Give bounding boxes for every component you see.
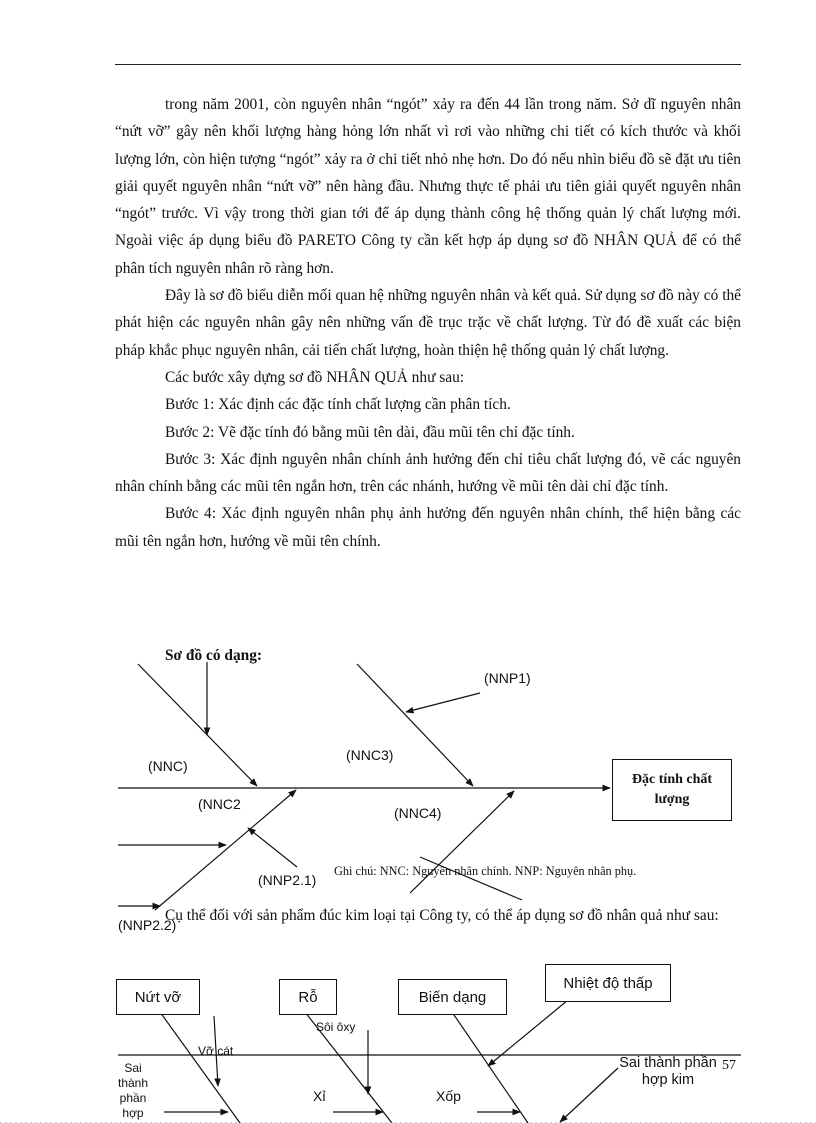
- label-sai-thanh-phan-hop: Sai thành phần hợp: [117, 1061, 149, 1120]
- label-nnc3: (NNC3): [346, 747, 394, 763]
- label-nnp21: (NNP2.1): [258, 872, 317, 888]
- paragraph-intro-diagram2: [115, 905, 741, 927]
- label-nnp1: (NNP1): [484, 670, 531, 686]
- label-soi-oxy: Sôi ôxy: [316, 1020, 356, 1034]
- paragraph: Bước 4: Xác định nguyên nhân phụ ảnh hưởng đến nguyên nhân chính, thể hiện bằng các mũi tên ngắn hơn, hướng về mũi tên chính.: [115, 505, 741, 550]
- cause-box-bien-dang: [398, 979, 507, 1015]
- paragraph: Bước 3: Xác định nguyên nhân chính ảnh hưởng đến chỉ tiêu chất lượng đó, vẽ các nguyên nhân chính bằng các mũi tên ngắn hơn, trên các nhánh, hướng về mũi tên dài chỉ đặc tính.: [115, 450, 741, 496]
- paragraph: Cụ thể đối với sản phẩm đúc kim loại tại Công ty, có thể áp dụng sơ đồ nhân quả như sau:: [165, 907, 719, 924]
- label-vo-cat: Vỡ cát: [198, 1044, 234, 1058]
- sub-cause-arrow: [560, 1068, 618, 1122]
- diagram-note: Ghi chú: NNC: Nguyên nhân chính. NNP: Nguyên nhân phụ.: [334, 864, 637, 878]
- paragraph: Các bước xây dựng sơ đồ NHÂN QUẢ như sau:: [165, 368, 465, 386]
- cause-line: [452, 1012, 528, 1123]
- sub-cause-arrow: [406, 693, 480, 712]
- cause-box-nut-vo: [116, 979, 200, 1015]
- label-nnc4: (NNC4): [394, 805, 442, 821]
- cause-box-label: Nhiệt độ thấp: [563, 974, 653, 992]
- paragraph: Đây là sơ đồ biểu diễn mối quan hệ những nguyên nhân và kết quả. Sử dụng sơ đồ này có thể phát hiện các nguyên nhân gây nên những vấn đề trục trặc về chất lượng. Từ đó đề xuất các biện pháp khắc phục nguyên nhân, cải tiến chất lượng, hoàn thiện hệ thống quản lý chất lượng.: [115, 287, 741, 359]
- paragraph: Bước 2: Vẽ đặc tính đó bằng mũi tên dài, đầu mũi tên chỉ đặc tính.: [165, 423, 575, 441]
- cause-line: [160, 1012, 240, 1123]
- page-number: 57: [722, 1058, 736, 1073]
- sub-cause-arrow: [248, 828, 297, 867]
- cause-box-nhiet-do-thap: [545, 964, 671, 1002]
- label-sai-thanh-phan-hop-kim: Sai thành phần hợp kim: [619, 1055, 717, 1088]
- label-nnc: (NNC): [148, 758, 188, 774]
- label-xop: Xốp: [436, 1088, 461, 1104]
- cause-box-label: Rỗ: [298, 988, 318, 1006]
- cause-box-label: Biến dạng: [418, 988, 487, 1006]
- cause-box-label: Nứt vỡ: [134, 988, 182, 1006]
- main-cause-arrow: [357, 664, 473, 786]
- diagram-heading: Sơ đồ có dạng:: [165, 647, 263, 664]
- effect-box-label: Đặc tính chất lượng: [631, 772, 713, 807]
- label-nnp22: (NNP2.2): [118, 917, 177, 933]
- cause-box-ro: [279, 979, 337, 1015]
- paragraph: Bước 1: Xác định các đặc tính chất lượng cần phân tích.: [165, 396, 511, 414]
- paragraph: trong năm 2001, còn nguyên nhân “ngót” xảy ra đến 44 lần trong năm. Sở dĩ nguyên nhân “nứt vỡ” gây nên khối lượng hàng hỏng lớn nhất vì rơi vào những chi tiết có kích thước và khối lượng lớn, còn hiện tượng “ngót” xảy ra ở chi tiết nhỏ nhẹ hơn. Do đó nếu nhìn biểu đồ sẽ đặt ưu tiên giải quyết nguyên nhân “nứt vỡ” nên hàng đầu. Nhưng thực tế phải ưu tiên giải quyết nguyên nhân “ngót” trước. Vì vậy trong thời gian tới để áp dụng thành công hệ thống quản lý chất lượng mới. Ngoài việc áp dụng biểu đồ PARETO Công ty cần kết hợp áp dụng sơ đồ NHÂN QUẢ để có thể phân tích nguyên nhân rõ ràng hơn.: [115, 96, 741, 277]
- effect-box: [612, 759, 732, 821]
- label-xi: Xỉ: [313, 1088, 326, 1104]
- label-nnc2: (NNC2: [198, 796, 241, 812]
